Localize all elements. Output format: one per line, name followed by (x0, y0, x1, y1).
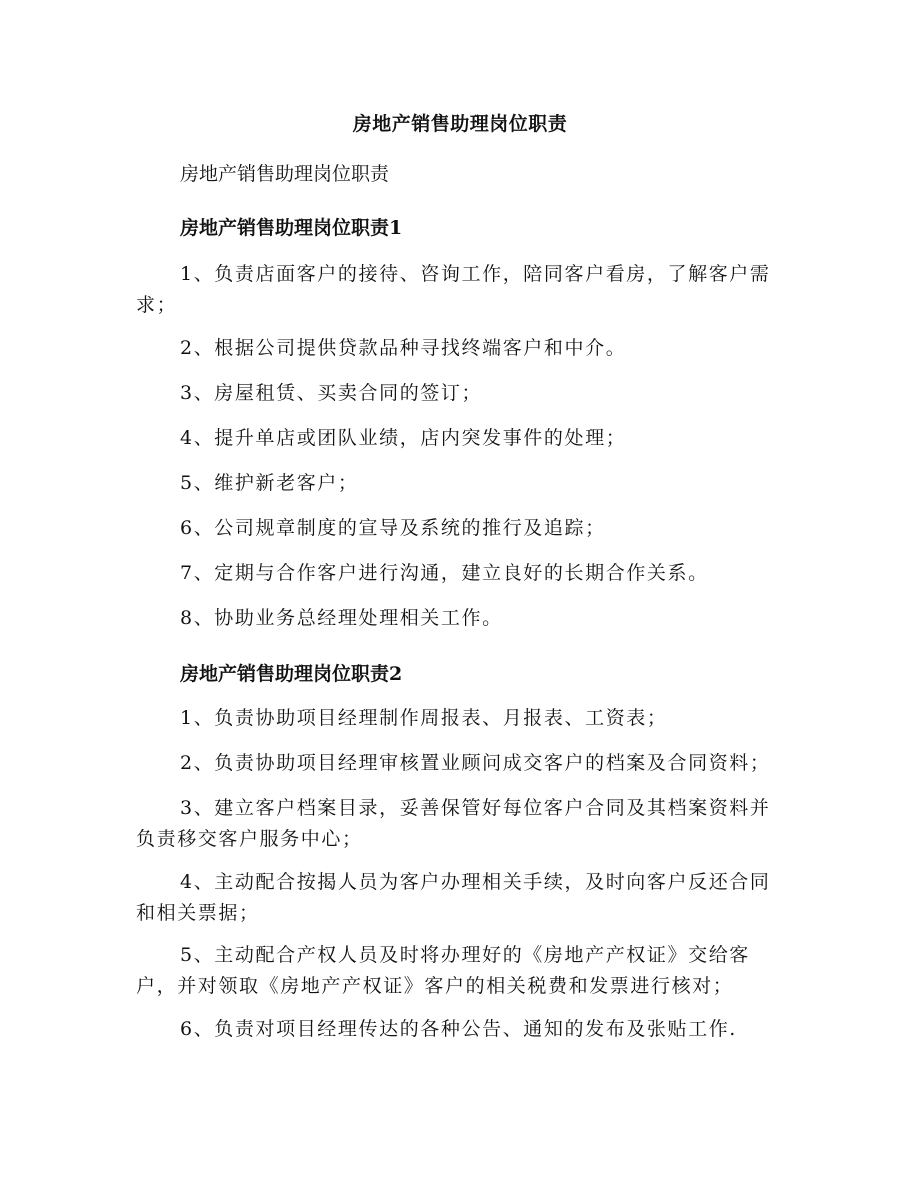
section-2-item-4: 4、主动配合按揭人员为客户办理相关手续，及时向客户反还合同和相关票据； (136, 871, 771, 924)
section-2-item-3: 3、建立客户档案目录，妥善保管好每位客户合同及其档案资料并负责移交客户服务中心； (136, 797, 771, 850)
document-title: 房地产销售助理岗位职责 (352, 113, 568, 135)
section-1-item-6: 6、公司规章制度的宣导及系统的推行及追踪； (180, 517, 606, 539)
section-2-item-2: 2、负责协助项目经理审核置业顾问成交客户的档案及合同资料； (180, 752, 771, 774)
document-subtitle: 房地产销售助理岗位职责 (180, 163, 390, 185)
section-2-heading: 房地产销售助理岗位职责2 (180, 663, 403, 685)
section-1-item-4: 4、提升单店或团队业绩，店内突发事件的处理； (180, 427, 627, 449)
section-1-item-8: 8、协助业务总经理处理相关工作。 (180, 607, 503, 629)
section-1-item-7: 7、定期与合作客户进行沟通，建立良好的长期合作关系。 (180, 562, 709, 584)
section-1-item-5: 5、维护新老客户； (180, 472, 359, 494)
section-1-heading: 房地产销售助理岗位职责1 (180, 217, 403, 239)
section-1-item-2: 2、根据公司提供贷款品种寻找终端客户和中介。 (180, 337, 627, 359)
section-2-item-5: 5、主动配合产权人员及时将办理好的《房地产产权证》交给客户，并对领取《房地产产权证》客户的相关税费和发票进行核对； (136, 944, 750, 997)
section-2-item-1: 1、负责协助项目经理制作周报表、月报表、工资表； (180, 707, 668, 729)
section-1-item-3: 3、房屋租赁、买卖合同的签订； (180, 382, 483, 404)
section-1-item-1: 1、负责店面客户的接待、咨询工作，陪同客户看房，了解客户需求； (136, 263, 771, 316)
section-2-item-6: 6、负责对项目经理传达的各种公告、通知的发布及张贴工作. (180, 1018, 737, 1040)
